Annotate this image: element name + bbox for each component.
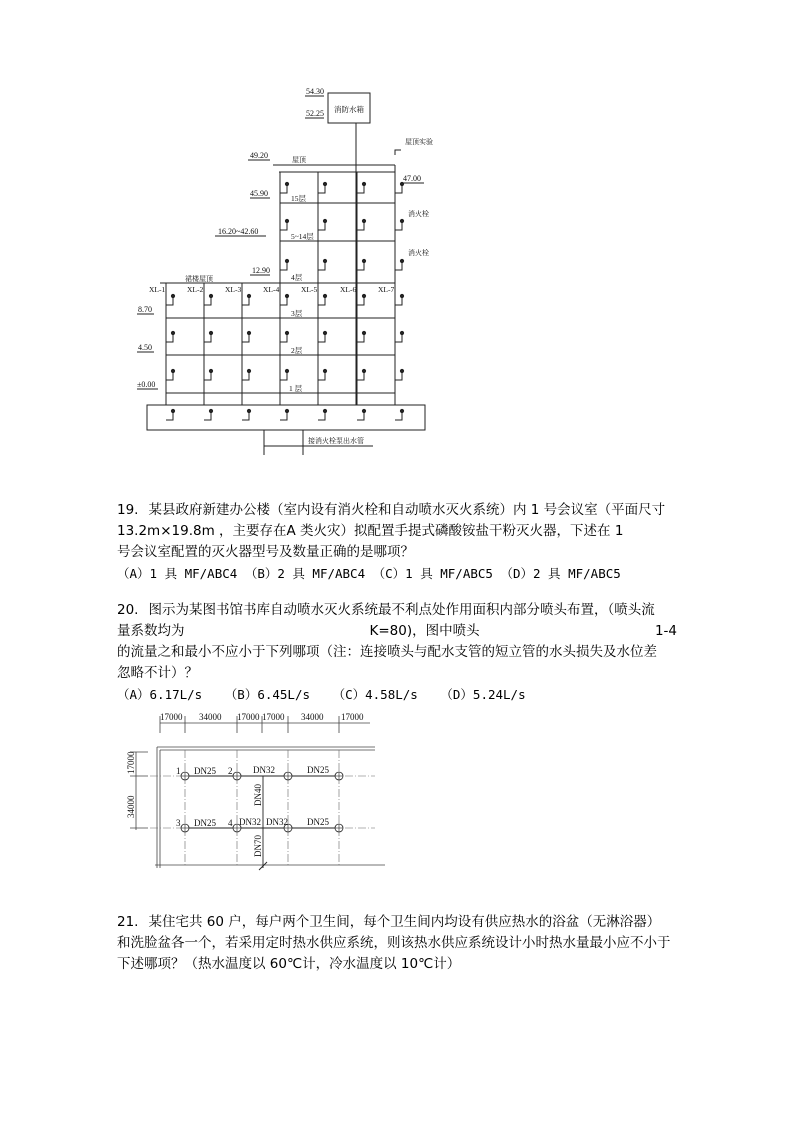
hydrant-icon bbox=[395, 412, 402, 420]
hydrant-icon bbox=[318, 222, 325, 230]
question-text: K=80)，图中喷头 bbox=[369, 623, 480, 639]
option-c: （C）4.58L/s bbox=[332, 687, 418, 702]
option-b: （B）2 具 MF/ABC4 bbox=[244, 566, 366, 581]
pipe-size-label: DN25 bbox=[194, 766, 216, 776]
question-text: 的流量之和最小不应小于下列哪项（注：连接喷头与配水支管的短立管的水头损失及水位差 bbox=[117, 644, 657, 660]
elev-label: 52.25 bbox=[306, 109, 324, 118]
hydrant-icon bbox=[166, 372, 173, 380]
hydrant-icon bbox=[166, 412, 173, 420]
hydrant-icon bbox=[242, 372, 249, 380]
hydrant-icon bbox=[357, 222, 364, 230]
pipe-size-label: DN40 bbox=[253, 784, 263, 806]
dimension-label: 17000 bbox=[341, 712, 364, 722]
hydrant-icon bbox=[357, 262, 364, 270]
elev-label: 8.70 bbox=[138, 305, 152, 314]
roof-test-label: 屋顶实验 bbox=[405, 138, 433, 146]
hydrant-icon bbox=[318, 185, 325, 193]
dimension-label: 17000 bbox=[237, 712, 260, 722]
pipe-size-label: DN25 bbox=[307, 817, 329, 827]
dimension-label: 17000 bbox=[160, 712, 183, 722]
hydrant-label: 消火栓 bbox=[408, 249, 429, 257]
pipe-size-label: DN32 bbox=[266, 817, 288, 827]
pipe-size-label: DN25 bbox=[307, 765, 329, 775]
question-text: 13.2m×19.8m ，主要存在A 类火灾）拟配置手提式磷酸铵盐干粉灭火器，下述在 1 bbox=[117, 523, 624, 539]
head-number: 1 bbox=[176, 766, 181, 776]
hydrant-icon bbox=[318, 372, 325, 380]
floor-label: 1 层 bbox=[289, 384, 303, 393]
head-number: 2 bbox=[228, 766, 233, 776]
riser-label: XL-1 bbox=[149, 285, 166, 294]
hydrant-icon bbox=[204, 372, 211, 380]
dimension-label: 34000 bbox=[301, 712, 324, 722]
elev-label: 12.90 bbox=[252, 266, 270, 275]
pump-pipe-label: 接消火栓泵出水管 bbox=[308, 437, 364, 445]
hydrant-icon bbox=[166, 297, 173, 305]
hydrant-icon bbox=[357, 185, 364, 193]
question-19 bbox=[117, 500, 677, 584]
hydrant-icon bbox=[242, 297, 249, 305]
hydrant-icon bbox=[280, 334, 287, 342]
question-number: 19. bbox=[117, 502, 139, 518]
pipe-size-label: DN32 bbox=[253, 765, 275, 775]
hydrant-icon bbox=[357, 297, 364, 305]
head-number: 4 bbox=[228, 818, 233, 828]
hydrant-icon bbox=[357, 334, 364, 342]
hydrant-icon bbox=[357, 372, 364, 380]
hydrant-icon bbox=[204, 334, 211, 342]
question-text: 号会议室配置的灭火器型号及数量正确的是哪项？ bbox=[117, 544, 414, 560]
option-a: （A）6.17L/s bbox=[117, 687, 203, 702]
question-number: 21. bbox=[117, 914, 139, 930]
pipe-size-label: DN25 bbox=[194, 818, 216, 828]
tank-label: 消防水箱 bbox=[334, 105, 364, 114]
question-text: 忽略不计）？ bbox=[117, 665, 198, 681]
head-number: 3 bbox=[176, 818, 181, 828]
elev-label: 45.90 bbox=[250, 189, 268, 198]
hydrant-icon bbox=[395, 297, 402, 305]
hydrant-icon bbox=[204, 297, 211, 305]
hydrant-icon bbox=[280, 297, 287, 305]
hydrant-icon bbox=[280, 185, 287, 193]
question-text: 和洗脸盆各一个，若采用定时热水供应系统，则该热水供应系统设计小时热水量最小应不小于 bbox=[117, 935, 671, 951]
question-text: 某住宅共 60 户，每户两个卫生间，每个卫生间内均设有供应热水的浴盆（无淋浴器） bbox=[148, 914, 661, 930]
hydrant-icon bbox=[242, 412, 249, 420]
hydrant-icon bbox=[242, 334, 249, 342]
hydrant-icon bbox=[318, 297, 325, 305]
pipe-size-label: DN70 bbox=[253, 835, 263, 857]
hydrant-icon bbox=[357, 412, 364, 420]
question-text: 某县政府新建办公楼（室内设有消火栓和自动喷水灭火系统）内 1 号会议室（平面尺寸 bbox=[148, 502, 666, 518]
riser-label: XL-6 bbox=[340, 285, 357, 294]
elev-label: ±0.00 bbox=[137, 380, 156, 389]
riser-label: XL-7 bbox=[378, 285, 395, 294]
option-a: （A）1 具 MF/ABC4 bbox=[117, 566, 238, 581]
pipe-size-label: DN32 bbox=[239, 817, 261, 827]
hydrant-icon bbox=[395, 262, 402, 270]
option-d: （D）2 具 MF/ABC5 bbox=[500, 566, 621, 581]
hydrant-icon bbox=[280, 412, 287, 420]
hydrant-label: 消火栓 bbox=[408, 210, 429, 218]
riser-label: XL-3 bbox=[225, 285, 242, 294]
hydrant-icon bbox=[395, 334, 402, 342]
question-20 bbox=[117, 600, 677, 705]
dimension-label: 34000 bbox=[199, 712, 222, 722]
option-b: （B）6.45L/s bbox=[224, 687, 311, 702]
question-text: 下述哪项？（热水温度以 60℃计，冷水温度以 10℃计） bbox=[117, 956, 461, 972]
hydrant-icon bbox=[318, 334, 325, 342]
dimension-label: 17000 bbox=[262, 712, 285, 722]
option-c: （C）1 具 MF/ABC5 bbox=[372, 566, 493, 581]
hydrant-system-diagram bbox=[0, 0, 794, 470]
hydrant-icon bbox=[318, 412, 325, 420]
hydrant-icon bbox=[395, 222, 402, 230]
sprinkler-layout-diagram bbox=[0, 705, 794, 875]
floor-label: 3层 bbox=[291, 309, 303, 318]
elev-label: 16.20~42.60 bbox=[218, 227, 259, 236]
elev-label: 54.30 bbox=[306, 87, 324, 96]
answer-options bbox=[117, 563, 677, 584]
floor-label: 4层 bbox=[291, 273, 303, 282]
hydrant-icon bbox=[395, 372, 402, 380]
dimension-label: 34000 bbox=[126, 795, 136, 818]
hydrant-icon bbox=[318, 262, 325, 270]
roof-label: 屋顶 bbox=[292, 156, 306, 164]
elev-label: 4.50 bbox=[138, 343, 152, 352]
question-21 bbox=[117, 912, 677, 975]
floor-label: 2层 bbox=[291, 346, 303, 355]
hydrant-icon bbox=[204, 412, 211, 420]
riser-label: XL-2 bbox=[187, 285, 204, 294]
dimension-label: 17000 bbox=[126, 751, 136, 774]
floor-label: 5~14层 bbox=[291, 232, 314, 241]
answer-options bbox=[117, 684, 677, 705]
podium-roof-label: 裙楼屋顶 bbox=[185, 275, 213, 283]
riser-label: XL-4 bbox=[263, 285, 280, 294]
elev-label: 49.20 bbox=[250, 151, 268, 160]
hydrant-icon bbox=[166, 334, 173, 342]
question-number: 20. bbox=[117, 602, 139, 618]
question-text: 图示为某图书馆书库自动喷水灭火系统最不利点处作用面积内部分喷头布置，（喷头流 bbox=[148, 602, 655, 618]
hydrant-icon bbox=[395, 185, 402, 193]
hydrant-icon bbox=[280, 222, 287, 230]
question-text: 量系数均为 bbox=[117, 623, 185, 639]
hydrant-icon bbox=[280, 262, 287, 270]
riser-label: XL-5 bbox=[301, 285, 318, 294]
option-d: （D）5.24L/s bbox=[440, 687, 526, 702]
hydrant-icon bbox=[280, 372, 287, 380]
elev-label: 47.00 bbox=[403, 174, 421, 183]
question-text: 1-4 bbox=[654, 623, 677, 639]
floor-label: 15层 bbox=[291, 194, 306, 203]
